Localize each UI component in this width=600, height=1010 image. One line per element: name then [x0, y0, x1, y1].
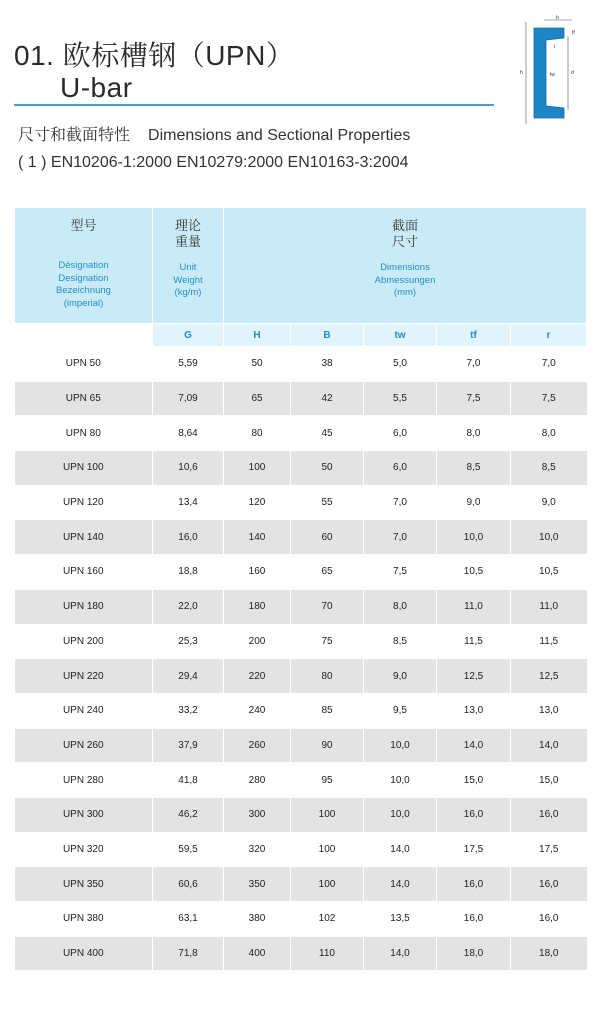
cell-width-b: 60: [291, 520, 364, 555]
cell-radius-r: 12,5: [511, 659, 587, 694]
cell-weight-g: 25,3: [153, 624, 224, 659]
cell-designation: UPN 180: [15, 589, 153, 624]
table-row: [15, 902, 587, 937]
cell-height-h: 240: [224, 693, 291, 728]
cell-width-b: 100: [291, 832, 364, 867]
cell-web-thickness-tw: 8,5: [364, 624, 437, 659]
cell-designation: UPN 400: [15, 936, 153, 971]
cell-designation: UPN 280: [15, 763, 153, 798]
table-row: [15, 381, 587, 416]
cell-weight-g: 29,4: [153, 659, 224, 694]
cell-weight-g: 7,09: [153, 381, 224, 416]
cell-height-h: 65: [224, 381, 291, 416]
subheader-b: B: [291, 324, 364, 347]
cell-weight-g: 41,8: [153, 763, 224, 798]
cell-width-b: 110: [291, 936, 364, 971]
diagram-label-r: r: [554, 44, 556, 50]
cell-flange-thickness-tf: 15,0: [437, 763, 511, 798]
cell-flange-thickness-tf: 11,0: [437, 589, 511, 624]
cell-height-h: 80: [224, 416, 291, 451]
subheader-g: G: [153, 324, 224, 347]
cell-designation: UPN 220: [15, 659, 153, 694]
subheader-tw: tw: [364, 324, 437, 347]
cell-weight-g: 46,2: [153, 797, 224, 832]
cell-flange-thickness-tf: 8,0: [437, 416, 511, 451]
cell-height-h: 300: [224, 797, 291, 832]
cell-flange-thickness-tf: 14,0: [437, 728, 511, 763]
cell-height-h: 350: [224, 867, 291, 902]
table-row: [15, 867, 587, 902]
cell-weight-g: 8,64: [153, 416, 224, 451]
cell-width-b: 50: [291, 451, 364, 486]
cell-width-b: 65: [291, 555, 364, 590]
cell-width-b: 42: [291, 381, 364, 416]
cell-flange-thickness-tf: 10,0: [437, 520, 511, 555]
cell-designation: UPN 320: [15, 832, 153, 867]
cell-radius-r: 7,5: [511, 381, 587, 416]
cell-radius-r: 10,0: [511, 520, 587, 555]
cell-flange-thickness-tf: 12,5: [437, 659, 511, 694]
cell-designation: UPN 120: [15, 485, 153, 520]
cell-width-b: 85: [291, 693, 364, 728]
cell-width-b: 100: [291, 867, 364, 902]
cell-width-b: 70: [291, 589, 364, 624]
table-row: [15, 451, 587, 486]
cell-width-b: 102: [291, 902, 364, 937]
cell-weight-g: 16,0: [153, 520, 224, 555]
header-designation: 型号 Désignation Designation Bezeichnung (imperial): [15, 208, 153, 324]
table-row: [15, 728, 587, 763]
subtitle-english: Dimensions and Sectional Properties: [148, 127, 411, 144]
cell-flange-thickness-tf: 13,0: [437, 693, 511, 728]
cell-web-thickness-tw: 13,5: [364, 902, 437, 937]
cell-radius-r: 11,0: [511, 589, 587, 624]
cell-radius-r: 9,0: [511, 485, 587, 520]
table-row: [15, 416, 587, 451]
cell-web-thickness-tw: 10,0: [364, 728, 437, 763]
cell-height-h: 120: [224, 485, 291, 520]
cell-web-thickness-tw: 5,5: [364, 381, 437, 416]
cell-width-b: 75: [291, 624, 364, 659]
cell-radius-r: 16,0: [511, 797, 587, 832]
cell-web-thickness-tw: 14,0: [364, 867, 437, 902]
table-row: [15, 555, 587, 590]
cell-web-thickness-tw: 5,0: [364, 347, 437, 382]
cell-width-b: 100: [291, 797, 364, 832]
page-title-english: U-bar: [60, 72, 133, 103]
header-unit-weight: 理论 重量 Unit Weight (kg/m): [153, 208, 224, 324]
cell-width-b: 90: [291, 728, 364, 763]
subheader-r: r: [511, 324, 587, 347]
subtitle-chinese: 尺寸和截面特性: [18, 127, 131, 144]
cell-radius-r: 10,5: [511, 555, 587, 590]
table-row: [15, 797, 587, 832]
cell-weight-g: 63,1: [153, 902, 224, 937]
diagram-label-tw: tw: [550, 72, 555, 78]
table-row: [15, 485, 587, 520]
cell-designation: UPN 140: [15, 520, 153, 555]
cell-width-b: 55: [291, 485, 364, 520]
cell-width-b: 45: [291, 416, 364, 451]
cell-radius-r: 14,0: [511, 728, 587, 763]
cell-web-thickness-tw: 10,0: [364, 797, 437, 832]
page-header: [0, 0, 600, 200]
table-row: [15, 589, 587, 624]
cell-web-thickness-tw: 6,0: [364, 451, 437, 486]
cell-web-thickness-tw: 10,0: [364, 763, 437, 798]
diagram-label-tf: tf: [572, 30, 575, 36]
cell-weight-g: 18,8: [153, 555, 224, 590]
cell-height-h: 320: [224, 832, 291, 867]
cell-radius-r: 7,0: [511, 347, 587, 382]
cell-web-thickness-tw: 9,5: [364, 693, 437, 728]
table-row: [15, 936, 587, 971]
cell-designation: UPN 260: [15, 728, 153, 763]
cell-width-b: 38: [291, 347, 364, 382]
cell-designation: UPN 350: [15, 867, 153, 902]
cell-radius-r: 18,0: [511, 936, 587, 971]
cell-web-thickness-tw: 14,0: [364, 832, 437, 867]
table-row: [15, 763, 587, 798]
cell-height-h: 50: [224, 347, 291, 382]
diagram-label-b: b: [556, 15, 559, 21]
u-channel-cross-section-diagram: [516, 14, 588, 132]
cell-web-thickness-tw: 9,0: [364, 659, 437, 694]
cell-height-h: 280: [224, 763, 291, 798]
cell-radius-r: 11,5: [511, 624, 587, 659]
cell-weight-g: 10,6: [153, 451, 224, 486]
cell-flange-thickness-tf: 17,5: [437, 832, 511, 867]
title-divider: [14, 104, 494, 106]
cell-designation: UPN 50: [15, 347, 153, 382]
cell-weight-g: 33,2: [153, 693, 224, 728]
cell-weight-g: 5,59: [153, 347, 224, 382]
table-row: [15, 520, 587, 555]
cell-flange-thickness-tf: 16,0: [437, 797, 511, 832]
cell-designation: UPN 380: [15, 902, 153, 937]
cell-radius-r: 13,0: [511, 693, 587, 728]
cell-flange-thickness-tf: 7,0: [437, 347, 511, 382]
cell-radius-r: 8,5: [511, 451, 587, 486]
cell-designation: UPN 300: [15, 797, 153, 832]
cell-flange-thickness-tf: 18,0: [437, 936, 511, 971]
cell-radius-r: 8,0: [511, 416, 587, 451]
cell-flange-thickness-tf: 16,0: [437, 902, 511, 937]
table-body: [15, 347, 587, 971]
standards-line: ( 1 ) EN10206-1:2000 EN10279:2000 EN10163-3:2004: [18, 154, 409, 171]
cell-web-thickness-tw: 7,5: [364, 555, 437, 590]
section-subtitle: [18, 122, 410, 145]
page-title: 01. 欧标槽钢（UPN）: [14, 40, 295, 71]
cell-weight-g: 22,0: [153, 589, 224, 624]
cell-flange-thickness-tf: 7,5: [437, 381, 511, 416]
cell-flange-thickness-tf: 8,5: [437, 451, 511, 486]
cell-flange-thickness-tf: 16,0: [437, 867, 511, 902]
cell-web-thickness-tw: 8,0: [364, 589, 437, 624]
cell-height-h: 220: [224, 659, 291, 694]
subheader-h: H: [224, 324, 291, 347]
cell-radius-r: 17,5: [511, 832, 587, 867]
cell-radius-r: 15,0: [511, 763, 587, 798]
cell-designation: UPN 80: [15, 416, 153, 451]
cell-web-thickness-tw: 6,0: [364, 416, 437, 451]
cell-height-h: 180: [224, 589, 291, 624]
cell-web-thickness-tw: 7,0: [364, 485, 437, 520]
table-row: [15, 347, 587, 382]
table-row: [15, 624, 587, 659]
cell-designation: UPN 160: [15, 555, 153, 590]
cell-height-h: 400: [224, 936, 291, 971]
cell-weight-g: 60,6: [153, 867, 224, 902]
cell-web-thickness-tw: 14,0: [364, 936, 437, 971]
cell-height-h: 260: [224, 728, 291, 763]
subheader-tf: tf: [437, 324, 511, 347]
subheader-blank: [15, 324, 153, 347]
cell-height-h: 380: [224, 902, 291, 937]
cell-web-thickness-tw: 7,0: [364, 520, 437, 555]
cell-weight-g: 59,5: [153, 832, 224, 867]
cell-designation: UPN 65: [15, 381, 153, 416]
cell-flange-thickness-tf: 9,0: [437, 485, 511, 520]
cell-height-h: 100: [224, 451, 291, 486]
cell-height-h: 160: [224, 555, 291, 590]
table-row: [15, 659, 587, 694]
cell-designation: UPN 200: [15, 624, 153, 659]
cell-flange-thickness-tf: 11,5: [437, 624, 511, 659]
cell-radius-r: 16,0: [511, 902, 587, 937]
diagram-label-d: d: [571, 70, 574, 76]
diagram-label-h: h: [520, 70, 523, 76]
cell-height-h: 200: [224, 624, 291, 659]
cell-weight-g: 13,4: [153, 485, 224, 520]
cell-designation: UPN 240: [15, 693, 153, 728]
cell-height-h: 140: [224, 520, 291, 555]
header-dimensions: 截面 尺寸 Dimensions Abmessungen (mm): [224, 208, 587, 324]
table-row: [15, 832, 587, 867]
table-row: [15, 693, 587, 728]
cell-designation: UPN 100: [15, 451, 153, 486]
cell-width-b: 80: [291, 659, 364, 694]
upn-properties-table: [14, 207, 587, 971]
cell-weight-g: 71,8: [153, 936, 224, 971]
cell-width-b: 95: [291, 763, 364, 798]
cell-radius-r: 16,0: [511, 867, 587, 902]
cell-flange-thickness-tf: 10,5: [437, 555, 511, 590]
cell-weight-g: 37,9: [153, 728, 224, 763]
